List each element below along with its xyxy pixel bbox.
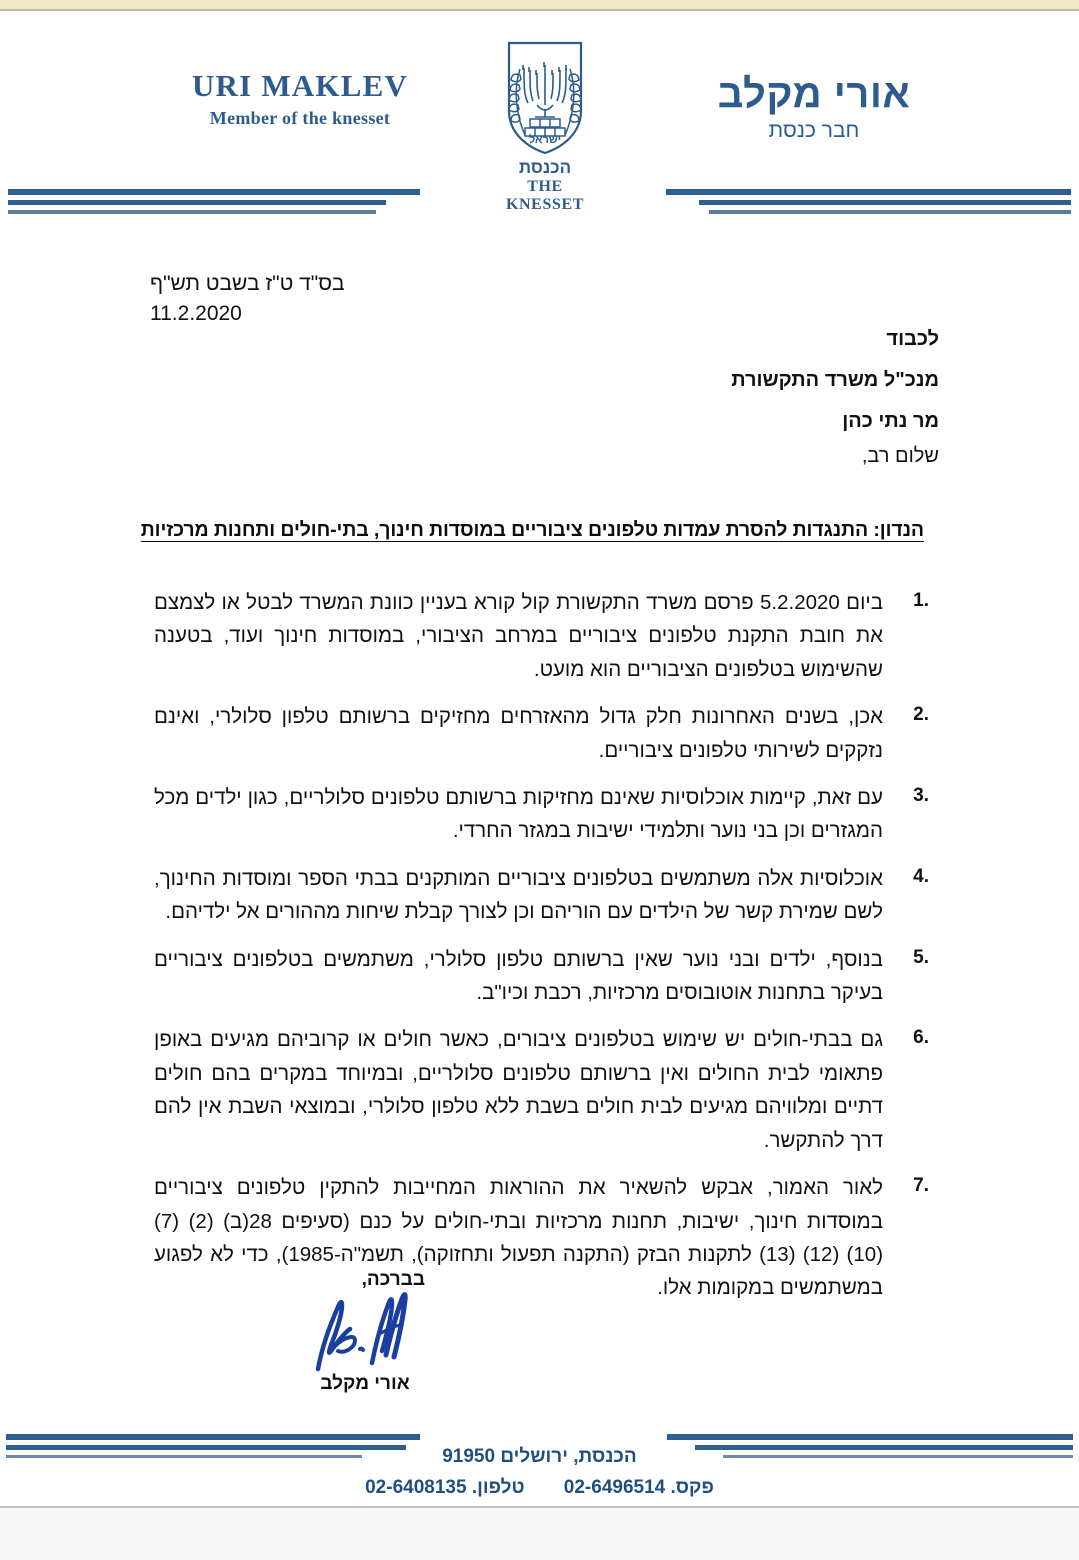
clause-item: אוכלוסיות אלה משתמשים בטלפונים ציבוריים המותקנים בבתי הספר ומוסדות החינוך, לשם שמירת קשר של הילדים עם הוריהם וכן לצורך קבלת שיחות מההורים אל ילדיהם. [154,866,883,924]
signer-name: אורי מקלב [320,1373,410,1394]
date-block [150,269,345,330]
gregorian-date: 11.2.2020 [150,302,242,326]
header-rule-left-2 [8,200,386,205]
footer-fax: פקס. 02-6496514 [563,1476,714,1498]
addressee-line-3: מר נתי כהן [842,410,939,432]
member-name-hebrew: אורי מקלב [717,72,911,116]
footer-phone-fax [0,1474,1079,1503]
scan-top-edge [0,0,1079,11]
letterhead-english-block [120,69,480,129]
emblem-caption-english: THE KNESSET [505,177,584,213]
addressee-line-1: לכבוד [886,328,939,350]
header-rule-right-2 [699,200,1071,205]
header-rule-right-3 [709,210,1071,214]
header-rule-left-1 [8,189,420,195]
header-rule-right-1 [666,189,1071,195]
greeting-line: שלום רב, [861,445,939,467]
signature-block [295,1269,435,1395]
subject-line: הנדון: התנגדות להסרת עמדות טלפונים ציבוריים במוסדות חינוך, בתי-חולים ותחנות מרכזיות [140,519,924,541]
footer-address: הכנסת, ירושלים 91950 [442,1446,637,1467]
emblem-caption-hebrew: הכנסת [518,158,572,177]
clause-item: ביום 5.2.2020 פרסם משרד התקשורת קול קורא בעניין כוונת המשרד לבטל או לצמצם את חובת התקנת טלפונים ציבוריים במרחב הציבורי, במוסדות חינוך ועוד, בטענה שהשימוש בטלפונים הציבוריים הוא מועט. [154,591,884,681]
clause-item: אכן, בשנים האחרונות חלק גדול מהאזרחים מחזיקים ברשותם טלפון סלולרי, ואינם נזקקים לשירותי טלפונים ציבוריים. [154,705,883,762]
closing-regards: בברכה, [361,1269,425,1290]
hebrew-date: בס"ד ט"ז בשבט תש"ף [150,272,345,295]
header-rule-left-3 [8,210,376,214]
footer-rule-left-1 [6,1434,420,1440]
svg-text:ישראל: ישראל [528,134,562,146]
clause-item: גם בבתי-חולים יש שימוש בטלפונים ציבורים, כאשר חולים או קרוביהם מגיעים באופן פתאומי לבית החולים ואין ברשותם טלפונים סלולריים, ובמיוחד במקרים בהם חולים דתיים ומלוויהם מגיעים לבית חולים בשבת ללא טלפון סלולרי, ובמוצאי השבת אין להם דרך להתקשר. [154,1028,883,1152]
clause-list [154,586,929,1305]
member-role-english: Member of the knesset [209,108,391,129]
clause-item: בנוסף, ילדים ובני נוער שאין ברשותם טלפון סלולרי, משתמשים בטלפונים ציבוריים בעיקר בתחנות אוטובוסים מרכזיות, רכבת וכיו"ב. [154,947,883,1005]
footer-phone: טלפון. 02-6408135 [365,1476,525,1498]
footer-rule-right-1 [667,1434,1073,1440]
clause-item: לאור האמור, אבקש להשאיר את ההוראות המחייבות להתקין טלפונים ציבוריים במוסדות חינוך, ישיבות, תחנות מרכזיות ובתי-חולים על כנם (סעיפים 28(ב) (2) (7) (10) (12) (13) לתקנות הבזק (התקנה תפעול ותחזוקה), תשמ"ה-1985), כדי לא לפגוע במשתמשים במקומות אלו. [154,1176,884,1300]
addressee-line-2: מנכ"ל משרד התקשורת [731,369,939,391]
header-divider-rules [0,183,1079,223]
letterhead [0,11,1079,213]
member-name-english: URI MAKLEV [191,68,409,103]
clause-item: עם זאת, קיימות אוכלוסיות שאינם מחזיקות ברשותם טלפונים סלולריים, כגון ילדים מכל המגזרים וכן בני נוער ותלמידי ישיבות במגזר החרדי. [154,786,883,843]
letter-sheet [0,11,1079,1508]
scan-bottom-edge [0,1506,1079,1560]
knesset-emblem-icon [499,39,591,157]
letterhead-hebrew-block [649,73,979,142]
member-role-hebrew: חבר כנסת [768,119,860,142]
handwritten-signature-image [300,1285,430,1377]
addressee-block [731,319,939,442]
